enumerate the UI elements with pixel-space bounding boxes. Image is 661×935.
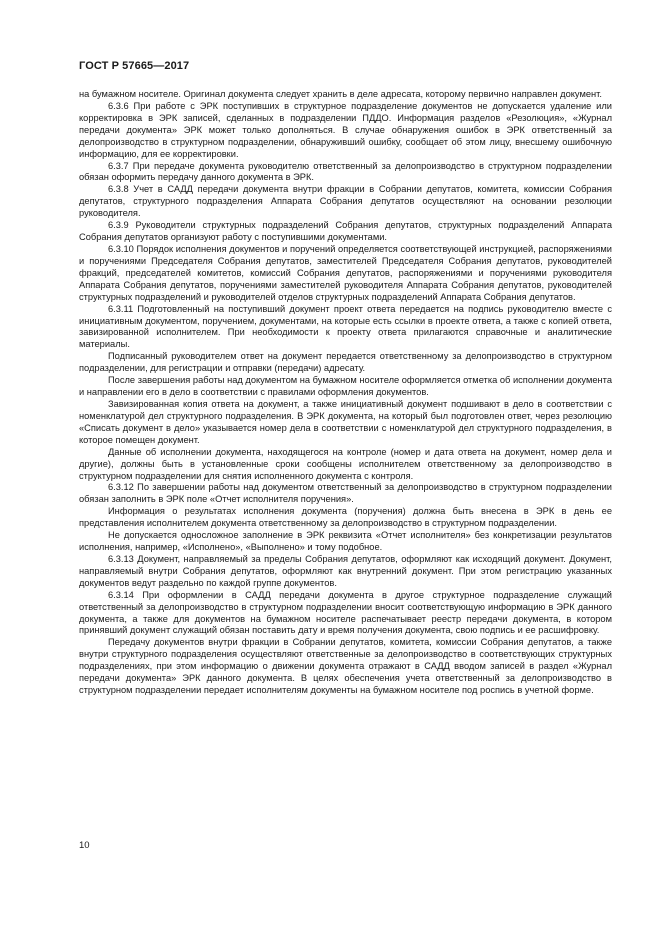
paragraph: Данные об исполнении документа, находящегося на контроле (номер и дата ответа на документ, номер дела и другие), должны быть в установленные сроки сообщены исполнителем ответственному за делопроизводство в структурном подразделении для снятия исполненного документа с контроля. [79,446,612,481]
document-body [79,89,612,697]
paragraph: 6.3.11 Подготовленный на поступивший документ проект ответа передается на подпись руководителю вместе с инициативным документом, поручением, документами, на которые есть ссылки в проекте ответа, а также с копией ответа, завизированной исполнителем. При необходимости к проекту ответа прилагаются справочные и аналитические материалы. [79,303,612,350]
paragraph: 6.3.6 При работе с ЭРК поступивших в структурное подразделение документов не допускается удаление или корректировка в ЭРК записей, сделанных в подразделении ПДДО. Информация разделов «Резолюция», «Журнал передачи документа» ЭРК может только дополняться. В случае обнаружения ошибок в ЭРК ответственный за делопроизводство в структурном подразделении, обнаруживший ошибку, сообщает об этом лицу, внесшему ошибочную информацию, для ее корректировки. [79,100,612,159]
paragraph: на бумажном носителе. Оригинал документа следует хранить в деле адресата, которому первично направлен документ. [79,89,602,99]
document-header: ГОСТ Р 57665—2017 [79,60,190,72]
paragraph: 6.3.9 Руководители структурных подразделений Собрания депутатов, структурных подразделений Аппарата Собрания депутатов организуют работу с поступившими документами. [79,220,612,243]
paragraph: 6.3.8 Учет в САДД передачи документа внутри фракции в Собрании депутатов, комитета, комиссии Собрания депутатов, структурного подразделения Аппарата Собрания депутатов осуществляют на основании резолюции руководителя. [79,184,612,219]
paragraph: Передачу документов внутри фракции в Собрании депутатов, комитета, комиссии Собрания депутатов, а также внутри структурного подразделения осуществляют ответственные за делопроизводство в соответствующих структурных подразделениях, при этом информацию о движении документа отражают в САДД вводом записей в раздел «Журнал передачи документа» ЭРК данного документа. В целях обеспечения учета ответственный за делопроизводство в структурном подразделении передает исполнителям документы на бумажном носителе под роспись в учетной форме. [79,637,612,696]
paragraph: 6.3.14 При оформлении в САДД передачи документа в другое структурное подразделение служащий ответственный за делопроизводство в структурном подразделении вносит соответствующую информацию в ЭРК данного документа, а также для документов на бумажном носителе распечатывает реестр передачи документа, в котором принявший документ служащий обязан поставить дату и время получения документа, свою подпись и ее расшифровку. [79,589,612,636]
paragraph: Не допускается односложное заполнение в ЭРК реквизита «Отчет исполнителя» без конкретизации результатов исполнения, например, «Исполнено», «Выполнено» и тому подобное. [79,530,612,553]
paragraph: 6.3.12 По завершении работы над документом ответственный за делопроизводство в структурном подразделении обязан заполнить в ЭРК поле «Отчет исполнителя поручения». [79,482,612,505]
page-number: 10 [79,840,90,851]
paragraph: 6.3.13 Документ, направляемый за пределы Собрания депутатов, оформляют как исходящий документ. Документ, направляемый внутри Собрания депутатов, оформляют как внутренний документ. При этом регистрацию указанных документов ведут раздельно по каждой группе документов. [79,553,612,588]
paragraph: Подписанный руководителем ответ на документ передается ответственному за делопроизводство в структурном подразделении, для регистрации и отправки (передачи) адресату. [79,351,612,374]
paragraph: Информация о результатах исполнения документа (поручения) должна быть внесена в ЭРК в день ее представления исполнителем документа ответственному за делопроизводство в структурном подразделении. [79,506,612,529]
paragraph: 6.3.10 Порядок исполнения документов и поручений определяется соответствующей инструкцией, распоряжениями и поручениями Председателя Собрания депутатов, заместителей Председателя Собрания депутатов, руководителей фракций, председателей комитетов, комиссий Собрания депутатов, распоряжениями и поручениями руководителя Аппарата Собрания депутатов, поручениями заместителей руководителя Аппарата Собрания депутатов, руководителей структурных подразделений и руководителей отделов структурных подразделений Аппарата Собрания депутатов. [79,243,612,302]
paragraph: После завершения работы над документом на бумажном носителе оформляется отметка об исполнении документа и направлении его в дело в соответствии с правилами оформления документов. [79,375,612,398]
paragraph: 6.3.7 При передаче документа руководителю ответственный за делопроизводство в структурном подразделении обязан оформить передачу данного документа в ЭРК. [79,160,612,183]
paragraph: Завизированная копия ответа на документ, а также инициативный документ подшивают в дело в соответствии с номенклатурой дел структурного подразделения. В ЭРК документа, на который был подготовлен ответ, через резолюцию «Списать документ в дело» указывается номер дела в соответствии с номенклатурой дел структурного подразделения, в которое помещен документ. [79,398,612,445]
